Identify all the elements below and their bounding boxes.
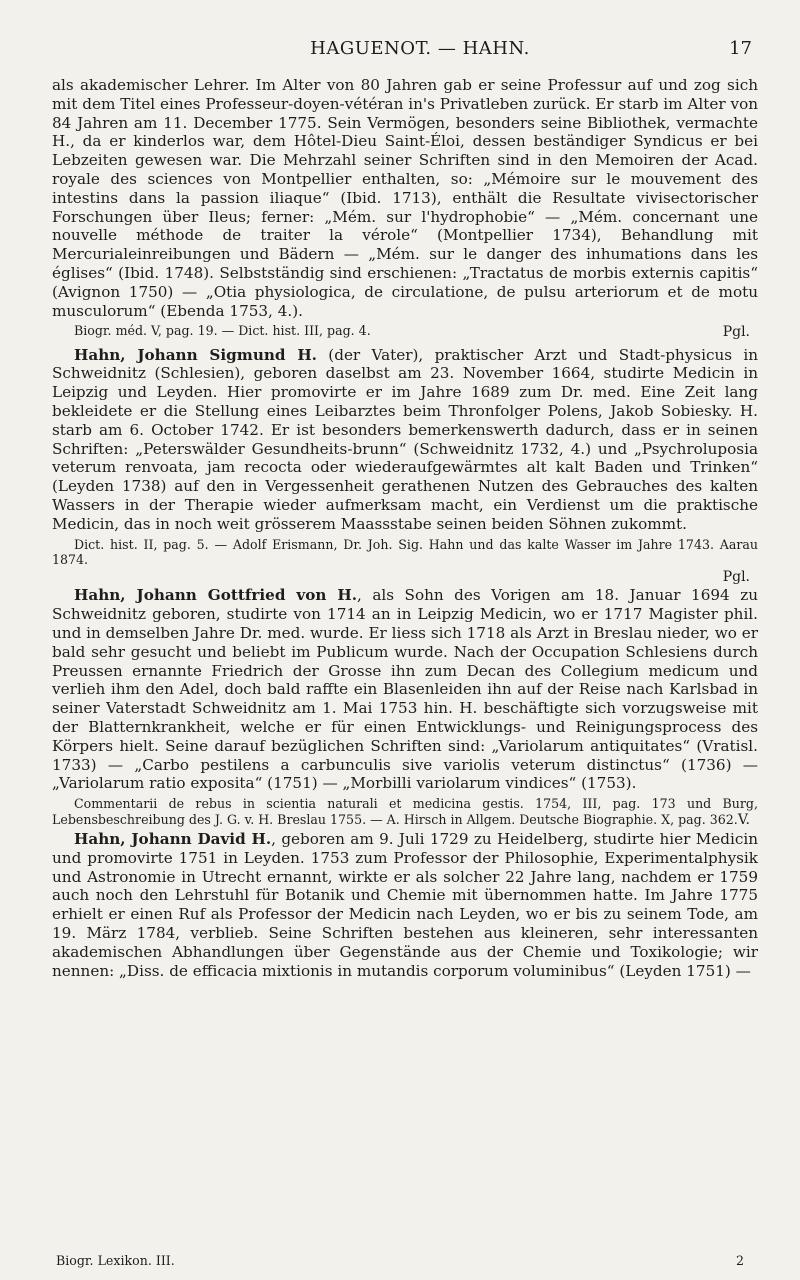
entry-headword: Hahn, Johann Gottfried von H. bbox=[74, 586, 358, 605]
entry-text: , als Sohn des Vorigen am 18. Januar 1694 zu Schweidnitz geboren, studirte von 1714 an in Leipzig Medicin, wo er 1717 Magister phil. und in demselben Jahre Dr. med. wurde. Er liess sich 1718 als Arzt in Breslau nieder, wo er bald sehr gesucht und beliebt im Publicum wurde. Nach der Occupation Schlesiens durch Preussen ernannte Friedrich der Grosse ihn zum Decan des Collegium medicum und verlieh ihm den Adel, doch bald raffte ein Blasenleiden ihn auf der Reise nach Karlsbad in seiner Vaterstadt Schweidnitz am 1. Mai 1753 hin. H. beschäftigte sich vorzugsweise mit der Blatternkrankheit, welche er für einen Entwicklungs- und Reinigungsprocess des Körpers hielt. Seine darauf bezüglichen Schriften sind: „Variolarum antiquitates“ (Vratisl. 1733) — „Carbo pestilens a carbunculis sive variolis veterum distinctus“ (1736) — „Variolarum ratio exposita“ (1751) — „Morbilli variolarum vindices“ (1753). bbox=[52, 586, 758, 793]
bibliography-reference: Commentarii de rebus in scientia naturali et medicina gestis. 1754, III, pag. 173 und Burg, Lebensbeschreibung des J. G. v. H. Breslau 1755. — A. Hirsch in Allgem. Deutsche Biographie. X, pag. 362. bbox=[52, 796, 758, 827]
entry-headword: Hahn, Johann Sigmund H. bbox=[74, 345, 317, 364]
entry-johann-david-hahn bbox=[52, 830, 758, 980]
entry-text: , geboren am 9. Juli 1729 zu Heidelberg, studirte hier Medicin und promovirte 1751 in Leyden. 1753 zum Professor der Philosophie, Experimentalphysik und Astronomie in Utrecht ernannt, wirkte er als solcher 22 Jahre lang, nachdem er 1759 auch noch den Lehrstuhl für Botanik und Chemie mit übernommen hatte. Im Jahre 1775 erhielt er einen Ruf als Professor der Medicin nach Leyden, wo er bis zu seinem Tode, am 19. März 1784, verblieb. Seine Schriften bestehen aus kleineren, sehr interessanten akademischen Abhandlungen über Gegenstände aus der Chemie und Toxikologie; wir nennen: „Diss. de efficacia mixtionis in mutandis corporum voluminibus“ (Leyden 1751) — bbox=[52, 829, 758, 980]
entry-johann-gottfried-hahn bbox=[52, 586, 758, 830]
bibliography-reference: Biogr. méd. V, pag. 19. — Dict. hist. III, pag. 4. bbox=[74, 323, 371, 339]
author-signature: Pgl. bbox=[722, 323, 750, 340]
entry-headword: Hahn, Johann David H. bbox=[74, 829, 272, 848]
entry-paragraph bbox=[52, 346, 758, 534]
entry-paragraph bbox=[52, 586, 758, 793]
running-head-title: HAGUENOT. — HAHN. bbox=[310, 38, 530, 59]
continuation-text: als akademischer Lehrer. Im Alter von 80 Jahren gab er seine Professur auf und zog sich mit dem Titel eines Professeur-doyen-vétéran in's Privatleben zurück. Er starb im Alter von 84 Jahren am 11. December 1775. Sein Vermögen, besonders seine Bibliothek, vermachte H., da er kinderlos war, dem Hôtel-Dieu Saint-Éloi, dessen beständiger Syndicus er bei Lebzeiten gewesen war. Die Mehrzahl seiner Schriften sind in den Memoiren der Acad. royale des sciences von Montpellier enthalten, so: „Mémoire sur le mouvement des intestins dans la passion iliaque“ (Ibid. 1713), enthält die Resultate vivisectorischer Forschungen über Ileus; ferner: „Mém. sur l'hydrophobie“ — „Mém. concernant une nouvelle méthode de traiter la vérole“ (Montpellier 1734), Behandlung mit Mercurialeinreibungen und Bädern — „Mém. sur le danger des inhumations dans les églises“ (Ibid. 1748). Selbstständig sind erschienen: „Tractatus de morbis externis capitis“ (Avignon 1750) — „Otia physiologica, de circulatione, de pulsu arteriorum et de motu musculorum“ (Ebenda 1753, 4.). bbox=[52, 76, 758, 320]
footer-signature-mark: 2 bbox=[735, 1253, 744, 1268]
bibliography-reference: Dict. hist. II, pag. 5. — Adolf Erismann, Dr. Joh. Sig. Hahn und das kalte Wasser im Jahre 1743. Aarau 1874. bbox=[52, 536, 758, 568]
author-signature: V. bbox=[737, 812, 750, 829]
continuation-entry bbox=[52, 76, 758, 342]
entry-johann-sigmund-hahn bbox=[52, 346, 758, 587]
footer-volume: Biogr. Lexikon. III. bbox=[56, 1253, 175, 1268]
entry-paragraph bbox=[52, 830, 758, 980]
author-signature: Pgl. bbox=[722, 568, 750, 585]
page-body bbox=[52, 76, 758, 980]
page-footer bbox=[56, 1253, 744, 1271]
entry-text: (der Vater), praktischer Arzt und Stadt-physicus in Schweidnitz (Schlesien), geboren daselbst am 23. November 1664, studirte Medicin in Leipzig und Leyden. Hier promovirte er im Jahre 1689 zum Dr. med. Eine Zeit lang bekleidete er die Stellung eines Leibarztes beim Thronfolger Polens, Jakob Sobiesky. H. starb am 6. October 1742. Er ist besonders bemerkenswerth dadurch, dass er in seinen Schriften: „Peterswälder Gesundheits-brunn“ (Schweidnitz 1732, 4.) und „Psychroluposia veterum renvoata, jam recocta oder wiederaufgewärmtes alt kalt Baden und Trinken“ (Leyden 1738) auf den in Vergessenheit gerathenen Nutzen des Gebrauches des kalten Wassers in der Therapie wieder aufmerksam macht, ein Verdienst um die praktische Medicin, das in noch weit grösserem Maassstabe seinen beiden Söhnen zukommt. bbox=[52, 345, 758, 533]
running-head bbox=[88, 38, 752, 62]
page-number: 17 bbox=[729, 38, 752, 59]
